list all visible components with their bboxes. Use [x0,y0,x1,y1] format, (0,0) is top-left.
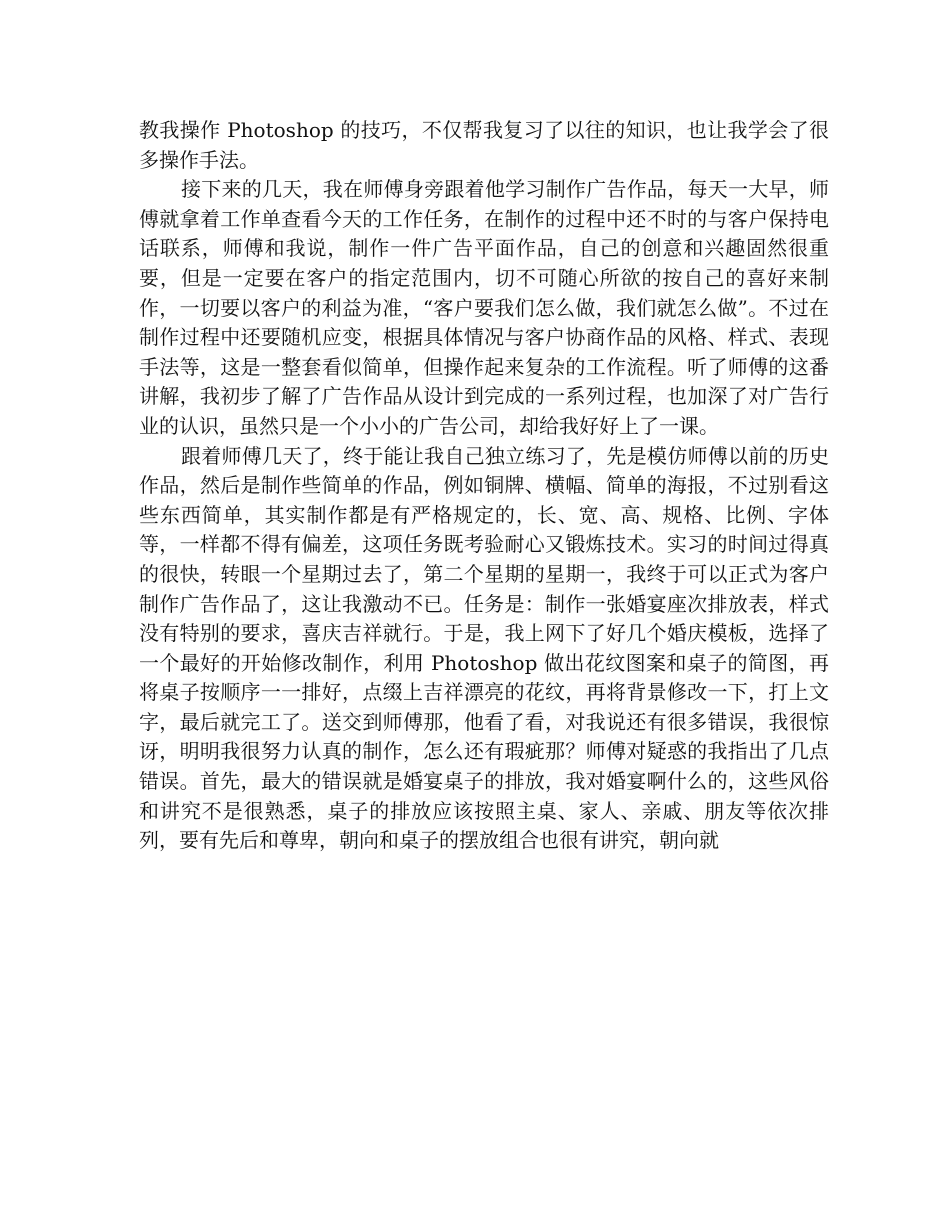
document-body [139,116,829,856]
paragraph-independent-practice: 跟着师傅几天了，终于能让我自己独立练习了，先是模仿师傅以前的历史作品，然后是制作些简单的作品，例如铜牌、横幅、简单的海报，不过别看这些东西简单，其实制作都是有严格规定的，长、宽、高、规格、比例、字体等，一样都不得有偏差，这项任务既考验耐心又锻炼技术。实习的时间过得真的很快，转眼一个星期过去了，第二个星期的星期一，我终于可以正式为客户制作广告作品了，这让我激动不已。任务是：制作一张婚宴座次排放表，样式没有特别的要求，喜庆吉祥就行。于是，我上网下了好几个婚庆模板，选择了一个最好的开始修改制作，利用 Photoshop 做出花纹图案和桌子的简图，再将桌子按顺序一一排好，点缀上吉祥漂亮的花纹，再将背景修改一下，打上文字，最后就完工了。送交到师傅那，他看了看，对我说还有很多错误，我很惊讶，明明我很努力认真的制作，怎么还有瑕疵那？师傅对疑惑的我指出了几点错误。首先，最大的错误就是婚宴桌子的排放，我对婚宴啊什么的，这些风俗和讲究不是很熟悉，桌子的排放应该按照主桌、家人、亲戚、朋友等依次排列，要有先后和尊卑，朝向和桌子的摆放组合也很有讲究，朝向就 [139,443,829,853]
paragraph-continuation: 教我操作 Photoshop 的技巧，不仅帮我复习了以往的知识，也让我学会了很多操作手法。 [139,118,829,172]
paragraph-mentor-guidance: 接下来的几天，我在师傅身旁跟着他学习制作广告作品，每天一大早，师傅就拿着工作单查看今天的工作任务，在制作的过程中还不时的与客户保持电话联系，师傅和我说，制作一件广告平面作品，自己的创意和兴趣固然很重要，但是一定要在客户的指定范围内，切不可随心所欲的按自己的喜好来制作，一切要以客户的利益为准，“客户要我们怎么做，我们就怎么做”。不过在制作过程中还要随机应变，根据具体情况与客户协商作品的风格、样式、表现手法等，这是一整套看似简单，但操作起来复杂的工作流程。听了师傅的这番讲解，我初步了解了广告作品从设计到完成的一系列过程，也加深了对广告行业的认识，虽然只是一个小小的广告公司，却给我好好上了一课。 [139,177,829,438]
